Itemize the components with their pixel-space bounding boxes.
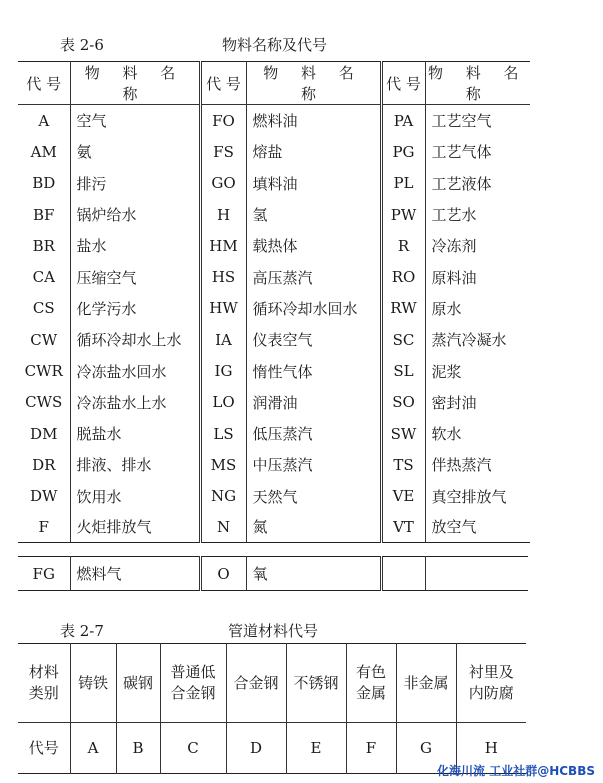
watermark: 化海川流 工业社群@HCBBS — [437, 764, 595, 778]
code-cell: PW — [381, 199, 425, 230]
code-cell: CWR — [18, 355, 70, 386]
name-cell: 工艺气体 — [431, 143, 492, 162]
code-cell: CA — [18, 261, 70, 292]
category-label-cell: 材料 类别 — [18, 644, 70, 723]
name-cell: 工艺空气 — [431, 112, 492, 131]
code-label-cell: 代号 — [18, 723, 70, 774]
code-cell: O — [200, 557, 246, 591]
name-cell: 盐水 — [70, 230, 200, 261]
pipe-material-code-table — [18, 643, 526, 774]
name-cell — [425, 557, 528, 591]
name-cell: 真空排放气 — [431, 487, 507, 506]
code-cell: DW — [18, 481, 70, 512]
code-cell: IG — [200, 355, 246, 386]
name-cell: 低压蒸汽 — [246, 418, 381, 449]
name-cell: 脱盐水 — [70, 418, 200, 449]
material-code-cell: C — [160, 723, 226, 774]
table-row — [18, 512, 530, 543]
code-cell: SW — [381, 418, 425, 449]
table2-label: 表 2-7 — [60, 622, 104, 640]
name-cell: 高压蒸汽 — [246, 261, 381, 292]
code-cell: CS — [18, 293, 70, 324]
table-row — [18, 105, 530, 137]
header-code: 代 号 — [200, 62, 246, 105]
code-cell: HS — [200, 261, 246, 292]
name-cell: 燃料气 — [70, 557, 200, 591]
material-code-cell: E — [286, 723, 346, 774]
code-cell: DR — [18, 449, 70, 480]
table-row — [18, 324, 530, 355]
name-cell: 泥浆 — [431, 362, 462, 381]
name-cell: 蒸汽冷凝水 — [431, 331, 507, 350]
table2-title: 管道材料代号 — [228, 622, 319, 640]
name-cell: 循环冷却水上水 — [70, 324, 200, 355]
material-code-cell: A — [70, 723, 116, 774]
name-cell: 工艺液体 — [431, 174, 492, 193]
code-cell: H — [200, 199, 246, 230]
name-cell: 氮 — [246, 512, 381, 543]
table1-header-row — [18, 62, 530, 105]
name-cell: 排液、排水 — [70, 449, 200, 480]
name-cell: 润滑油 — [246, 387, 381, 418]
material-category-cell: 普通低 合金钢 — [160, 644, 226, 723]
material-category-cell: 有色 金属 — [346, 644, 396, 723]
material-category-cell: 碳钢 — [116, 644, 160, 723]
code-cell — [381, 557, 425, 591]
name-cell: 原水 — [431, 299, 462, 318]
table-row — [18, 230, 530, 261]
name-cell: 原料油 — [431, 268, 477, 287]
material-code-cell: G — [396, 723, 456, 774]
name-cell: 循环冷却水回水 — [246, 293, 381, 324]
name-cell: 燃料油 — [246, 105, 381, 137]
code-cell: TS — [381, 449, 425, 480]
name-cell: 氢 — [246, 199, 381, 230]
material-code-cell: H — [484, 738, 498, 757]
table-row — [18, 418, 530, 449]
header-code: 代 号 — [18, 62, 70, 105]
table-row — [18, 261, 530, 292]
name-cell: 锅炉给水 — [70, 199, 200, 230]
table-row — [18, 481, 530, 512]
code-cell: VE — [381, 481, 425, 512]
name-cell: 氨 — [70, 136, 200, 167]
material-category-cell: 非金属 — [396, 644, 456, 723]
code-cell: SC — [381, 324, 425, 355]
header-name: 物 料 名 称 — [70, 62, 200, 105]
code-cell: DM — [18, 418, 70, 449]
name-cell: 载热体 — [246, 230, 381, 261]
name-cell: 伴热蒸汽 — [431, 456, 492, 475]
code-cell: AM — [18, 136, 70, 167]
code-cell: LO — [200, 387, 246, 418]
code-cell: F — [18, 512, 70, 543]
code-cell: PL — [381, 168, 425, 199]
code-cell: SL — [381, 355, 425, 386]
code-cell: CW — [18, 324, 70, 355]
name-cell: 空气 — [70, 105, 200, 137]
code-cell: MS — [200, 449, 246, 480]
code-cell: FS — [200, 136, 246, 167]
name-cell: 仪表空气 — [246, 324, 381, 355]
name-cell: 排污 — [70, 168, 200, 199]
code-cell: HW — [200, 293, 246, 324]
header-name: 物 料 名 称 — [246, 62, 381, 105]
material-code-table — [18, 61, 530, 543]
name-cell: 氧 — [246, 557, 381, 591]
code-cell: CWS — [18, 387, 70, 418]
name-cell: 冷冻剂 — [431, 237, 477, 256]
name-cell: 放空气 — [431, 518, 477, 537]
material-category-cell: 铸铁 — [70, 644, 116, 723]
name-cell: 天然气 — [246, 481, 381, 512]
material-code-cell: F — [346, 723, 396, 774]
code-cell: HM — [200, 230, 246, 261]
material-code-cell: D — [226, 723, 286, 774]
name-cell: 密封油 — [431, 393, 477, 412]
name-cell: 冷冻盐水上水 — [70, 387, 200, 418]
name-cell: 冷冻盐水回水 — [70, 355, 200, 386]
code-cell: BD — [18, 168, 70, 199]
code-cell: RO — [381, 261, 425, 292]
material-code-table-continued — [18, 556, 528, 591]
table2-header-row — [18, 644, 526, 723]
code-cell: A — [18, 105, 70, 137]
table1-label: 表 2-6 — [60, 36, 104, 54]
material-category-cell: 合金钢 — [226, 644, 286, 723]
table-row — [18, 449, 530, 480]
material-code-cell: B — [116, 723, 160, 774]
code-cell: BF — [18, 199, 70, 230]
code-cell: FO — [200, 105, 246, 137]
name-cell: 中压蒸汽 — [246, 449, 381, 480]
table-row — [18, 387, 530, 418]
code-cell: NG — [200, 481, 246, 512]
name-cell: 火炬排放气 — [70, 512, 200, 543]
code-cell: PA — [381, 105, 425, 137]
code-cell: LS — [200, 418, 246, 449]
name-cell: 工艺水 — [431, 206, 477, 225]
header-code: 代 号 — [381, 62, 425, 105]
table1-title: 物料名称及代号 — [222, 36, 328, 54]
code-cell: R — [381, 230, 425, 261]
table-row — [18, 136, 530, 167]
name-cell: 填料油 — [246, 168, 381, 199]
code-cell: RW — [381, 293, 425, 324]
table-row — [18, 293, 530, 324]
code-cell: VT — [381, 512, 425, 543]
name-cell: 惰性气体 — [246, 355, 381, 386]
name-cell: 化学污水 — [70, 293, 200, 324]
material-category-cell: 衬里及 内防腐 — [456, 644, 526, 723]
table-row — [18, 557, 528, 591]
code-cell: PG — [381, 136, 425, 167]
header-name: 物 料 名 称 — [425, 62, 530, 105]
code-cell: IA — [200, 324, 246, 355]
table-row — [18, 199, 530, 230]
code-cell: BR — [18, 230, 70, 261]
table-row — [18, 355, 530, 386]
material-category-cell: 不锈钢 — [286, 644, 346, 723]
name-cell: 饮用水 — [70, 481, 200, 512]
code-cell: N — [200, 512, 246, 543]
name-cell: 压缩空气 — [70, 261, 200, 292]
code-cell: SO — [381, 387, 425, 418]
name-cell: 熔盐 — [246, 136, 381, 167]
name-cell: 软水 — [431, 425, 462, 444]
code-cell: FG — [18, 557, 70, 591]
code-cell: GO — [200, 168, 246, 199]
table-row — [18, 168, 530, 199]
